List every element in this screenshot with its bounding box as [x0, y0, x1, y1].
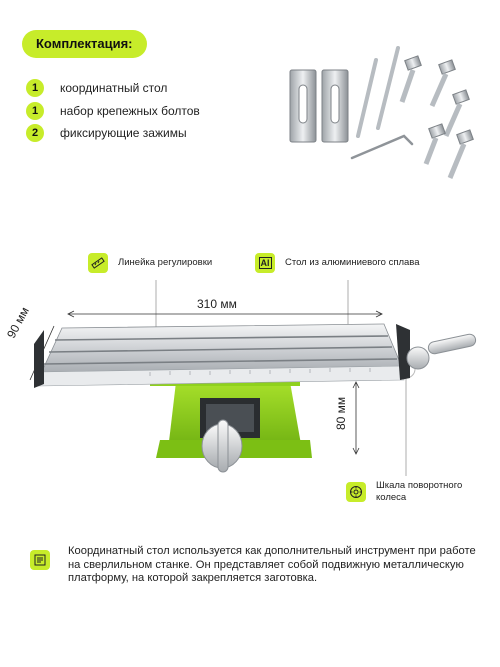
dimension-height-line: [353, 382, 359, 454]
dimension-length-line: [68, 311, 382, 317]
kit-item: [26, 124, 187, 142]
feature-wheel-label: Шкала поворотного колеса: [376, 480, 463, 503]
aluminium-icon: Al: [255, 253, 275, 273]
side-handwheel: [407, 333, 477, 369]
feature-alloy-label: Стол из алюминиевого сплава: [285, 257, 420, 268]
kit-item-count: 1: [26, 102, 44, 120]
kit-item-count: 1: [26, 79, 44, 97]
clamp-plate: [322, 70, 348, 142]
kit-item: [26, 79, 167, 97]
kit-item-count: 2: [26, 124, 44, 142]
document-icon: [30, 550, 50, 570]
dimension-height-label: 80 мм: [334, 396, 348, 430]
kit-title: Комплектация:: [22, 30, 147, 58]
dimension-length-label: 310 мм: [197, 297, 237, 311]
hardware-kit-image: [280, 40, 490, 190]
feature-ruler-label: Линейка регулировки: [118, 257, 213, 268]
kit-item-label: фиксирующие зажимы: [60, 126, 187, 140]
kit-item-label: набор крепежных болтов: [60, 104, 200, 118]
dimension-width-label: 90 мм: [4, 304, 32, 341]
clamp-plate: [290, 70, 316, 142]
aluminium-table: [34, 324, 410, 388]
coordinate-table-image: [0, 270, 500, 500]
kit-item: [26, 102, 200, 120]
kit-item-label: координатный стол: [60, 81, 168, 95]
description-text: Координатный стол используется как дополнительный инструмент при работе на сверлильном станке. Он представляет собой подвижную металлическую платформу, на которой закрепляется заготовка.: [68, 545, 476, 584]
